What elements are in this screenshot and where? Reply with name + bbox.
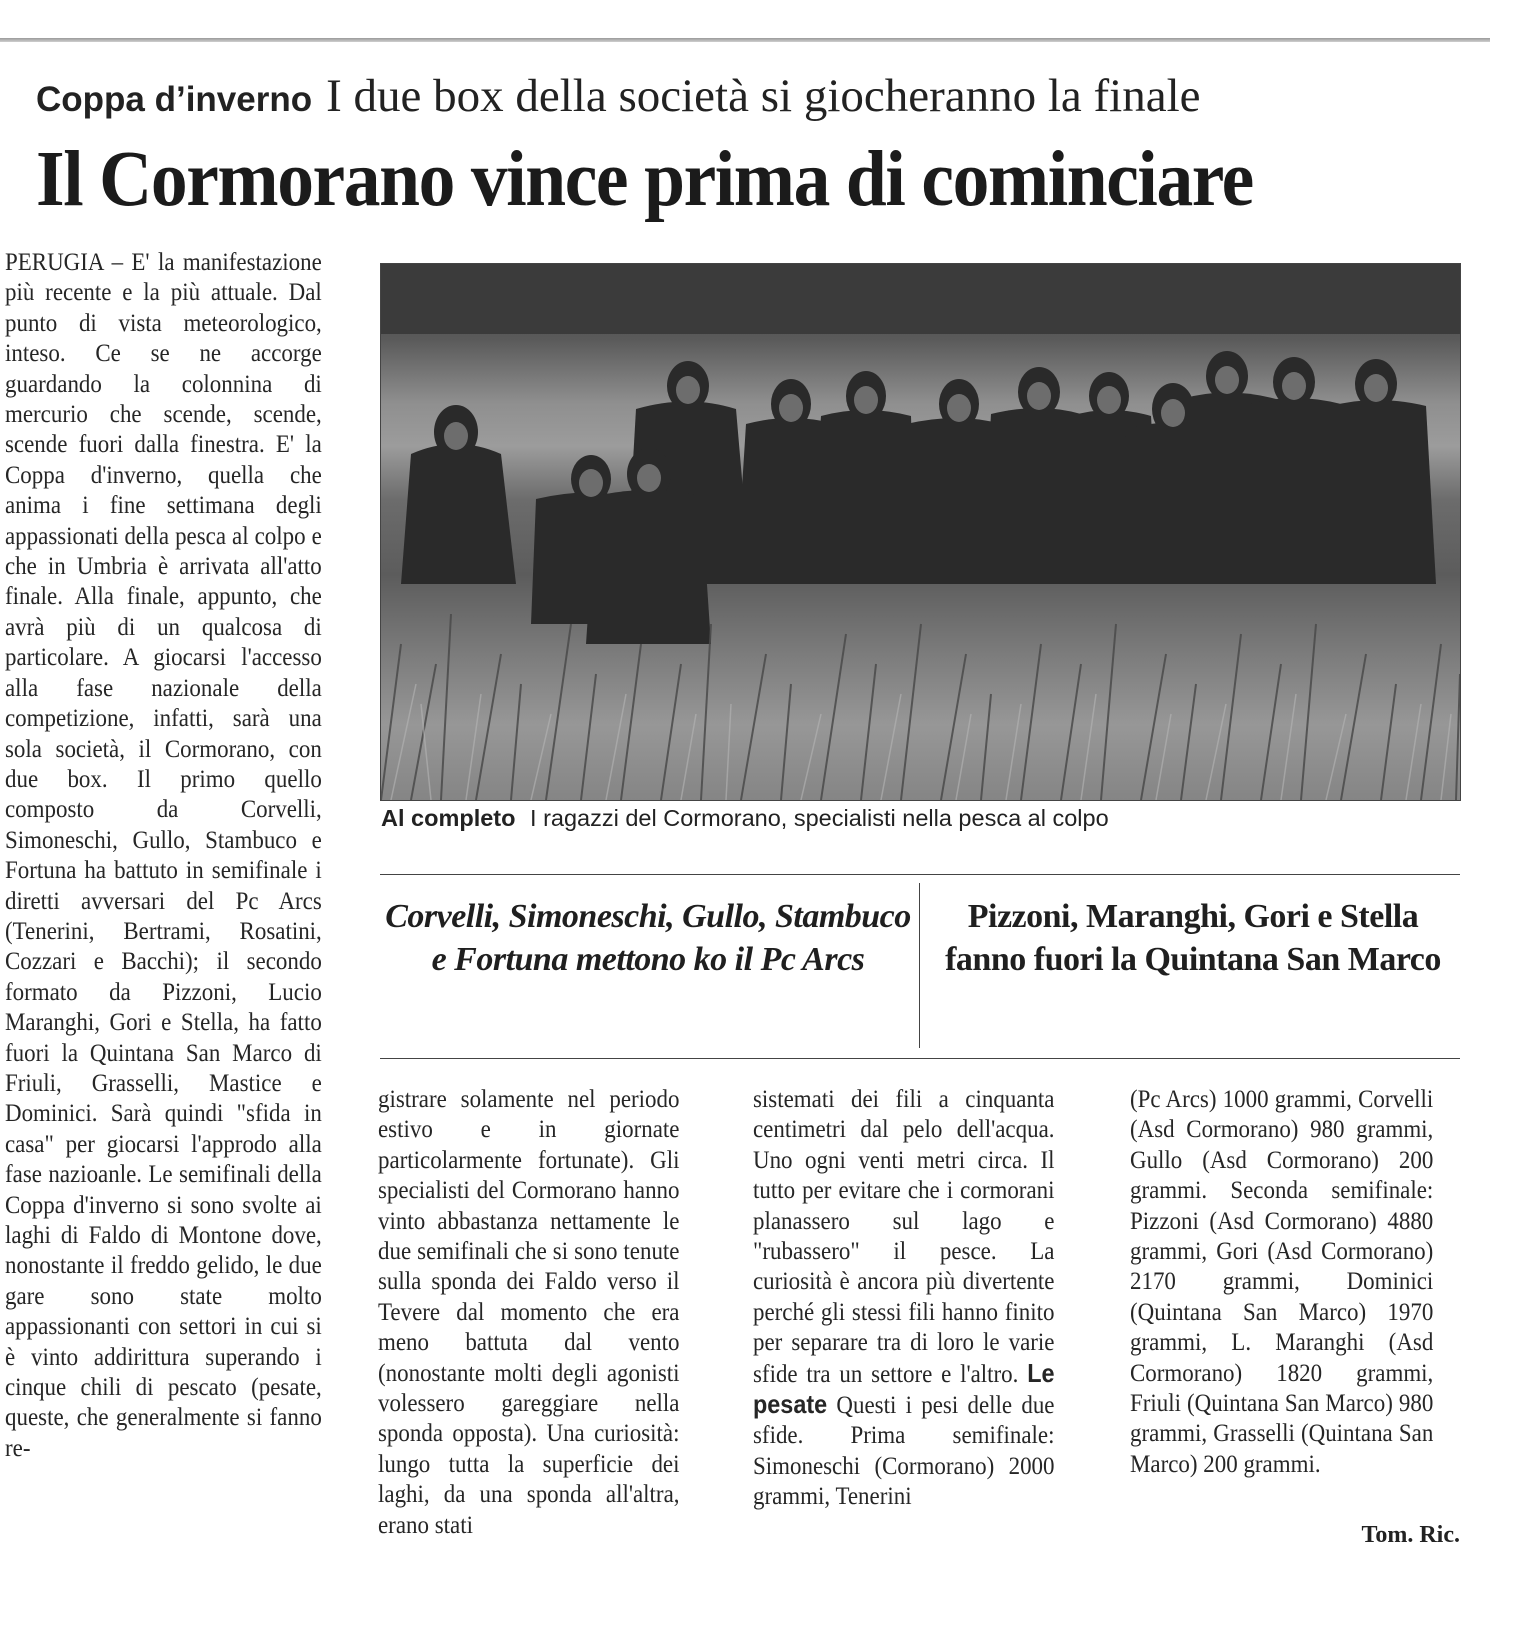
team-photo xyxy=(380,263,1461,801)
body-column-3 xyxy=(753,1084,1055,1512)
body-column-4: (Pc Arcs) 1000 grammi, Corvelli (Asd Cormorano) 980 grammi, Gullo (Asd Cormorano) 200 grammi. Seconda semifinale: Pizzoni (Asd Cormorano) 4880 grammi, Gori (Asd Cormorano) 2170 grammi, Dominici (Quintana San Marco) 1970 grammi, L. Maranghi (Asd Cormorano) 1820 grammi, Friuli (Quintana San Marco) 980 grammi, Grasselli (Quintana San Marco) 200 grammi. xyxy=(1130,1084,1434,1478)
kicker-text: I due box della società si giocheranno la finale xyxy=(326,70,1201,122)
body-column-3-text-a: sistemati dei fili a cinquanta centimetri dal pelo dell'acqua. Uno ogni venti metri circa. Il tutto per evitare che i cormorani planassero sul lago e "rubassero" il pesce. La curiosità è ancora più divertente perché gli stessi fili hanno finito per separare tra di loro le varie sfide tra un settore e l'altro. xyxy=(753,1084,1055,1388)
team-photo-illustration xyxy=(381,264,1460,800)
page-top-rule xyxy=(0,38,1490,42)
byline: Tom. Ric. xyxy=(1361,1522,1460,1548)
body-column-3-text-b: Questi i pesi delle due sfide. Prima semifinale: Simoneschi (Cormorano) 2000 grammi, Tenerini xyxy=(753,1390,1055,1511)
subhead-bottom-rule xyxy=(380,1058,1460,1059)
subhead-right: Pizzoni, Maranghi, Gori e Stella fanno fuori la Quintana San Marco xyxy=(945,898,1441,978)
body-column-2: gistrare solamente nel periodo estivo e in giornate particolarmente fortunate). Gli specialisti del Cormorano hanno vinto abbastanza nettamente le due semifinali che si sono tenute sulla sponda dei Faldo verso il Tevere dal momento che era meno battuta dal vento (nonostante molti degli agonisti volessero gareggiare nella sponda opposta). Una curiosità: lungo tutta la superficie dei laghi, da una sponda all'altra, erano stati xyxy=(378,1084,680,1539)
subhead-divider xyxy=(919,883,920,1048)
subhead-left: Corvelli, Simoneschi, Gullo, Stambuco e Fortuna mettono ko il Pc Arcs xyxy=(385,898,911,978)
photo-caption xyxy=(381,805,1461,832)
section-label-pesate: Le pesate xyxy=(753,1357,1055,1420)
headline: Il Cormorano vince prima di cominciare xyxy=(36,136,1253,223)
kicker-label: Coppa d’inverno xyxy=(36,80,313,119)
caption-label: Al completo xyxy=(381,805,516,831)
body-column-1: PERUGIA – E' la manifestazione più recente e la più attuale. Dal punto di vista meteorologico, inteso. Ce se ne accorge guardando la colonnina di mercurio che scende, scende, scende fuori dalla finestra. E' la Coppa d'inverno, quella che anima i fine settimana degli appassionati della pesca al colpo e che in Umbria è arrivata all'atto finale. Alla finale, appunto, che avrà più di un qualcosa di particolare. A giocarsi l'accesso alla fase nazionale della competizione, infatti, sarà una sola società, il Cormorano, con due box. Il primo quello composto da Corvelli, Simoneschi, Gullo, Stambuco e Fortuna ha battuto in semifinale i diretti avversari del Pc Arcs (Tenerini, Bertrami, Rosatini, Cozzari e Bacchi); il secondo formato da Pizzoni, Lucio Maranghi, Gori e Stella, ha fatto fuori la Quintana San Marco di Friuli, Grasselli, Mastice e Dominici. Sarà quindi "sfida in casa" per giocarsi l'approdo alla fase nazioanle. Le semifinali della Coppa d'inverno si sono svolte ai laghi di Faldo di Montone dove, nonostante il freddo gelido, le due gare sono state molto appassionanti con settori in cui si è vinto addirittura superando i cinque chili di pescato (pesate, queste, che generalmente si fanno re- xyxy=(5,247,322,1462)
caption-text: I ragazzi del Cormorano, specialisti nella pesca al colpo xyxy=(530,805,1109,831)
subhead-top-rule xyxy=(380,874,1460,875)
